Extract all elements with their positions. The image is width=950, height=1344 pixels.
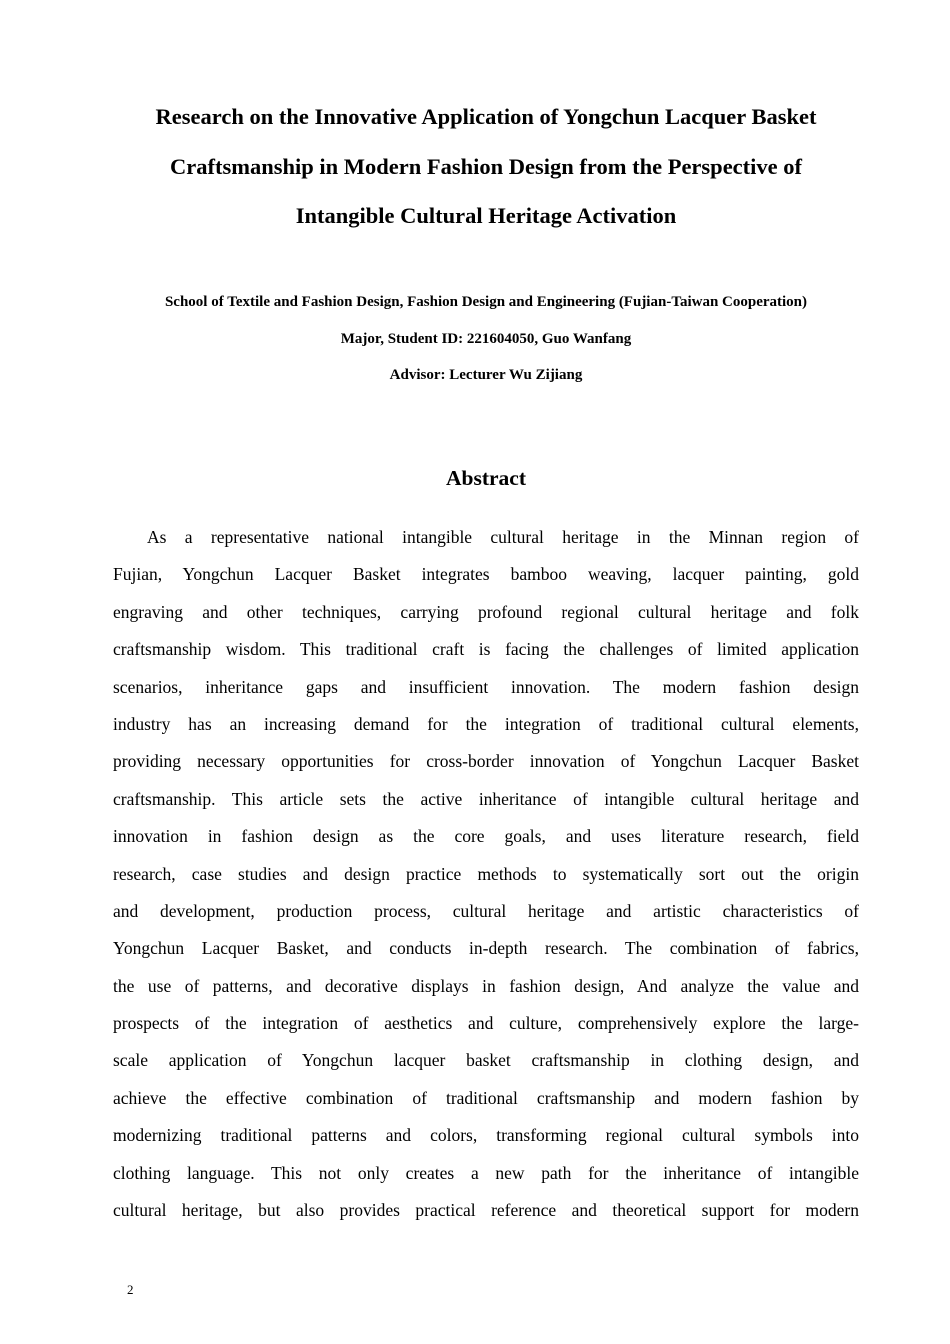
abstract-line: research, case studies and design practice methods to systematically sort out the origin [113,863,859,884]
abstract-line: scale application of Yongchun lacquer basket craftsmanship in clothing design, and [113,1050,859,1071]
abstract-line: scenarios, inheritance gaps and insufficient innovation. The modern fashion design [113,676,859,697]
abstract-line: Fujian, Yongchun Lacquer Basket integrates bamboo weaving, lacquer painting, gold [113,564,859,585]
abstract-line: Yongchun Lacquer Basket, and conducts in-depth research. The combination of fabrics, [113,938,859,959]
abstract-line: prospects of the integration of aesthetics and culture, comprehensively explore the large- [113,1013,859,1034]
affiliation-student: Major, Student ID: 221604050, Guo Wanfang [340,330,632,347]
author-affiliation-block [80,287,892,397]
abstract-line: achieve the effective combination of traditional craftsmanship and modern fashion by [113,1087,859,1108]
paper-title [113,92,859,241]
abstract-line: engraving and other techniques, carrying profound regional cultural heritage and folk [113,601,859,622]
title-line-2: Craftsmanship in Modern Fashion Design from the Perspective of [169,153,803,179]
affiliation-school: School of Textile and Fashion Design, Fashion Design and Engineering (Fujian-Taiwan Cooperation) [164,294,808,310]
abstract-line: craftsmanship wisdom. This traditional craft is facing the challenges of limited application [113,639,859,660]
title-line-3: Intangible Cultural Heritage Activation [295,203,677,228]
title-line-1: Research on the Innovative Application of Yongchun Lacquer Basket [155,104,817,129]
abstract-line: the use of patterns, and decorative displays in fashion design, And analyze the value and [113,975,859,996]
abstract-line: clothing language. This not only creates a new path for the inheritance of intangible [113,1162,859,1183]
abstract-line: As a representative national intangible cultural heritage in the Minnan region of [147,527,859,547]
abstract-line: providing necessary opportunities for cross-border innovation of Yongchun Lacquer Basket [113,751,859,772]
abstract-line: modernizing traditional patterns and colors, transforming regional cultural symbols into [113,1125,859,1146]
abstract-heading: Abstract [445,466,526,490]
abstract-line: cultural heritage, but also provides practical reference and theoretical support for modern [113,1200,859,1221]
affiliation-advisor: Advisor: Lecturer Wu Zijiang [389,367,583,383]
abstract-line: craftsmanship. This article sets the active inheritance of intangible cultural heritage and [113,788,859,809]
abstract-line: industry has an increasing demand for the integration of traditional cultural elements, [113,713,859,734]
page-number: 2 [127,1282,134,1297]
abstract-line: and development, production process, cultural heritage and artistic characteristics of [113,900,859,921]
abstract-body [113,519,859,1229]
abstract-line: innovation in fashion design as the core goals, and uses literature research, field [113,826,859,847]
